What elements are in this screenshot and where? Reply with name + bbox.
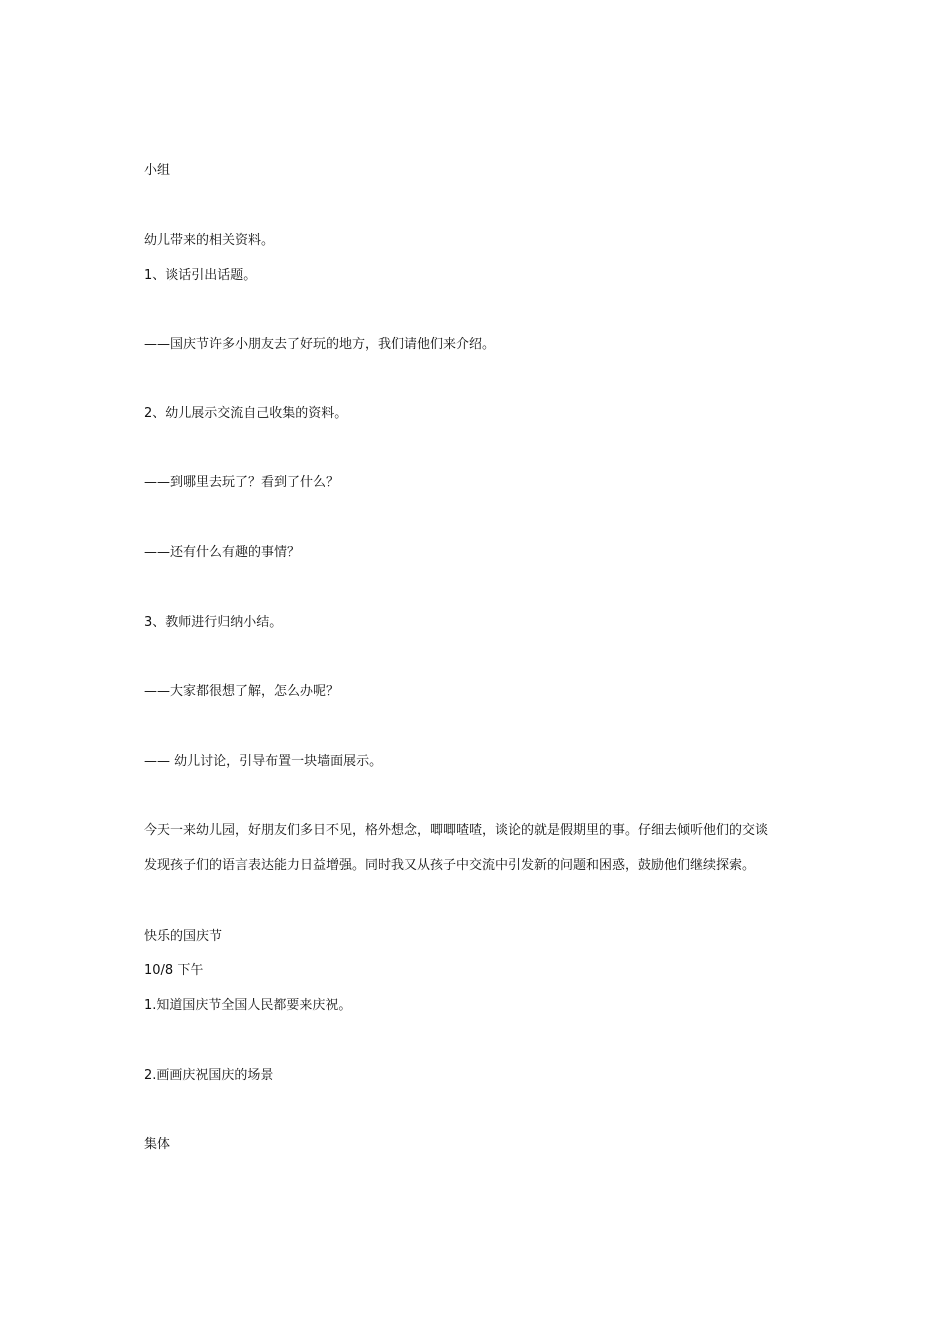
activity-goal-1: 1.知道国庆节全国人民都要来庆祝。 <box>144 998 352 1013</box>
activity-time: 10/8 下午 <box>144 963 204 978</box>
reflection-line-2: 发现孩子们的语言表达能力日益增强。同时我又从孩子中交流中引发新的问题和困惑，鼓励他们继续探索。 <box>144 858 756 873</box>
activity-title: 快乐的国庆节 <box>144 929 223 944</box>
step-3-question-1: ——大家都很想了解，怎么办呢？ <box>144 684 340 699</box>
step-1-question: ——国庆节许多小朋友去了好玩的地方，我们请他们来介绍。 <box>144 337 496 352</box>
step-3-question-2: —— 幼儿讨论，引导布置一块墙面展示。 <box>144 754 383 769</box>
reflection-line-1: 今天一来幼儿园，好朋友们多日不见，格外想念，唧唧喳喳，谈论的就是假期里的事。仔细去倾听他们的交谈 <box>144 823 769 838</box>
step-2-heading: 2、幼儿展示交流自己收集的资料。 <box>144 406 348 421</box>
reflection-paragraph <box>144 813 824 883</box>
activity-goal-2: 2.画画庆祝国庆的场景 <box>144 1068 274 1083</box>
materials-text: 幼儿带来的相关资料。 <box>144 233 275 248</box>
step-3-heading: 3、教师进行归纳小结。 <box>144 615 283 630</box>
step-1-heading: 1、谈话引出话题。 <box>144 268 257 283</box>
group-label: 小组 <box>144 163 171 178</box>
activity-form: 集体 <box>144 1137 171 1152</box>
step-2-question-2: ——还有什么有趣的事情？ <box>144 545 301 560</box>
step-2-question-1: ——到哪里去玩了？看到了什么？ <box>144 475 340 490</box>
